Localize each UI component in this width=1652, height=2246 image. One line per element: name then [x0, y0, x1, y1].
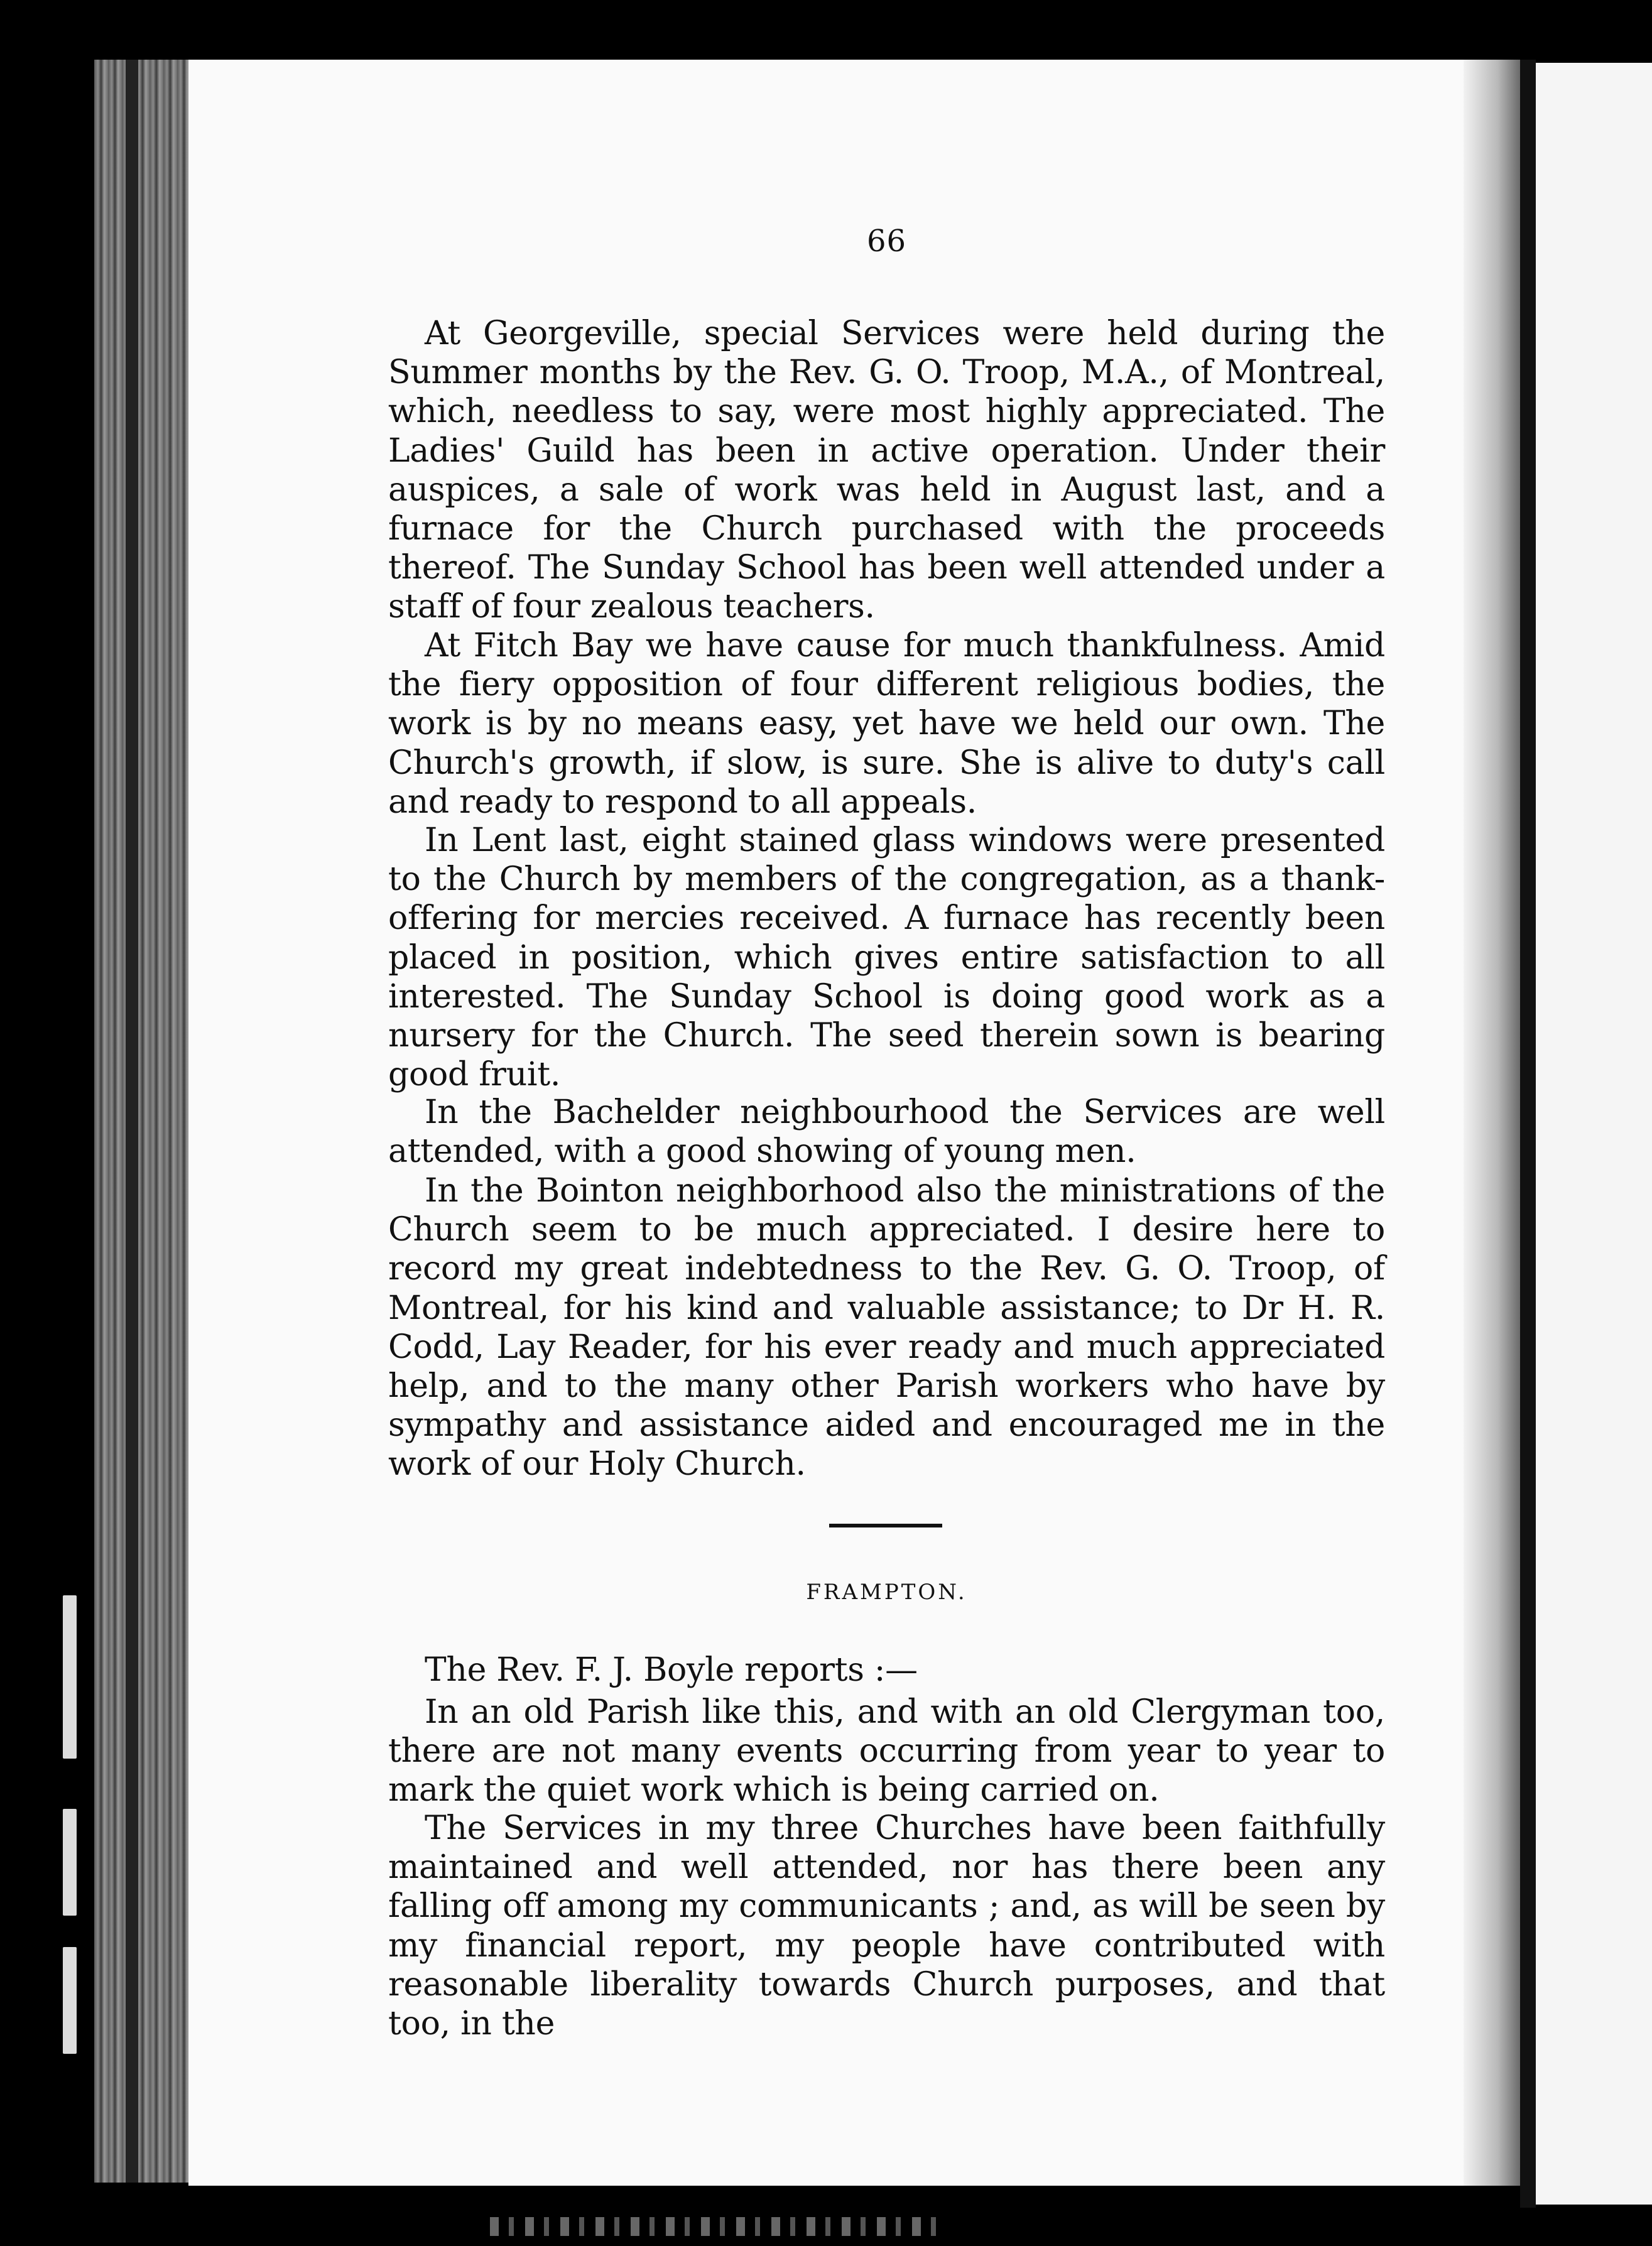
- page-number: 66: [866, 224, 907, 259]
- book-page-edges: [94, 60, 188, 2183]
- paragraph-reports-intro: The Rev. F. J. Boyle reports :—: [425, 1651, 918, 1689]
- scan-artifact: [490, 2217, 942, 2236]
- paragraph-fitch-bay: At Fitch Bay we have cause for much thankfulness. Amid the fiery opposition of four different religious bodies, the work is by no means easy, yet have we held our own. The Church's growth, if slow, is sure. She is alive to duty's call and ready to respond to all appeals.: [388, 627, 1385, 821]
- facing-page-strip: [1536, 63, 1652, 2205]
- paragraph-stained-glass: In Lent last, eight stained glass windows were presented to the Church by members of the congregation, as a thank-offering for mercies received. A furnace has recently been placed in position, which gives entire satisfaction to all interested. The Sunday School is doing good work as a nursery for the Church. The seed therein sown is bearing good fruit.: [388, 822, 1385, 1094]
- paragraph-bachelder: In the Bachelder neighbourhood the Services are well attended, with a good showing of young men.: [388, 1093, 1385, 1171]
- paragraph-services: The Services in my three Churches have been faithfully maintained and well attended, nor has there been any falling off among my communicants ; and, as will be seen by my financial report, my people have contributed with reasonable liberality towards Church purposes, and that too, in the: [388, 1809, 1385, 2043]
- book-gutter: [1520, 60, 1536, 2208]
- book-spine-shadow: [126, 60, 138, 2183]
- section-heading-frampton: FRAMPTON.: [806, 1580, 967, 1605]
- binding-mark: [63, 1947, 77, 2054]
- page-curl-shadow: [1464, 60, 1520, 2186]
- binding-mark: [63, 1809, 77, 1916]
- section-divider: [829, 1524, 942, 1527]
- binding-mark: [63, 1595, 77, 1759]
- paragraph-georgeville: At Georgeville, special Services were held during the Summer months by the Rev. G. O. Troop, M.A., of Montreal, which, needless to say, were most highly appreciated. The Ladies' Guild has been in active operation. Under their auspices, a sale of work was held in August last, and a furnace for the Church purchased with the proceeds thereof. The Sunday School has been well attended under a staff of four zealous teachers.: [388, 315, 1385, 626]
- paragraph-bointon: In the Bointon neighborhood also the ministrations of the Church seem to be much appreciated. I desire here to record my great indebtedness to the Rev. G. O. Troop, of Montreal, for his kind and valuable assistance; to Dr H. R. Codd, Lay Reader, for his ever ready and much appreciated help, and to the many other Parish workers who have by sympathy and assistance aided and encouraged me in the work of our Holy Church.: [388, 1172, 1385, 1484]
- paragraph-old-parish: In an old Parish like this, and with an old Clergyman too, there are not many events occurring from year to year to mark the quiet work which is being carried on.: [388, 1693, 1385, 1809]
